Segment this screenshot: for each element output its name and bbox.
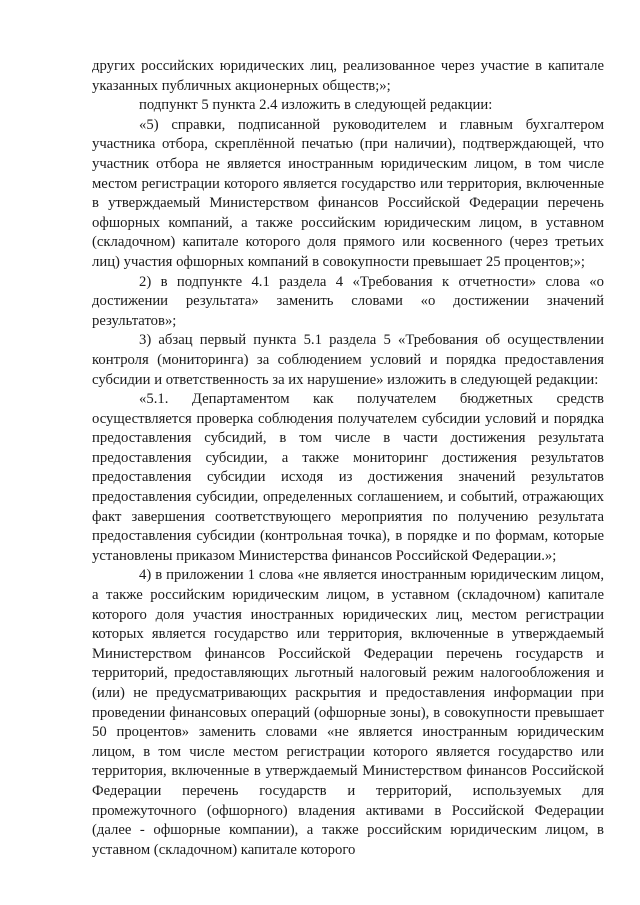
paragraph-6: «5.1. Департаментом как получателем бюджетных средств осуществляется проверка соблюдения получателем субсидии условий и порядка предоставления субсидий, в том числе в части достижения результата предоставления субсидии, а также мониторинг достижения результатов предоставления субсидии исходя из достижения значений результатов предоставления субсидии, определенных соглашением, и событий, отражающих факт завершения соответствующего мероприятия по получению результата предоставления субсидии (контрольная точка), в порядке и по формам, которые установлены приказом Министерства финансов Российской Федерации.»; [92,391,604,564]
paragraph-2: подпункт 5 пункта 2.4 изложить в следующей редакции: [139,97,493,114]
document-page [92,57,604,860]
paragraph-7: 4) в приложении 1 слова «не является иностранным юридическим лицом, а также российским юридическим лицом, в уставном (складочном) капитале которого доля участия иностранных юридических лиц, местом регистрации которых является государство или территория, включенные в утверждаемый Министерством финансов Российской Федерации перечень государств и территорий, предоставляющих льготный налоговый режим налогообложения и (или) не предусматривающих раскрытия и предоставления информации при проведении финансовых операций (офшорные зоны), в совокупности превышает 50 процентов» заменить словами «не является иностранным юридическим лицом, в том числе местом регистрации которого является государство или территория, включенные в утверждаемый Министерством финансов Российской Федерации перечень государств и территорий, используемых для промежуточного (офшорного) владения активами в Российской Федерации (далее - офшорные компании), а также российским юридическим лицом, в уставном (складочном) капитале которого [92,567,604,858]
paragraph-4: 2) в подпункте 4.1 раздела 4 «Требования к отчетности» слова «о достижении результата» заменить словами «о достижении значений результатов»; [92,273,604,329]
paragraph-1: других российских юридических лиц, реализованное через участие в капитале указанных публичных акционерных обществ;»; [92,58,604,94]
paragraph-3: «5) справки, подписанной руководителем и главным бухгалтером участника отбора, скреплённой печатью (при наличии), подтверждающей, что участник отбора не является иностранным юридическим лицом, в том числе местом регистрации которого является государство или территория, включенные в утверждаемый Министерством финансов Российской Федерации перечень офшорных компаний, а также российским юридическим лицом, в уставном (складочном) капитале которого доля прямого или косвенного (через третьих лиц) участия офшорных компаний в совокупности превышает 25 процентов;»; [92,116,604,270]
paragraph-5: 3) абзац первый пункта 5.1 раздела 5 «Требования об осуществлении контроля (мониторинга) за соблюдением условий и порядка предоставления субсидии и ответственность за их нарушение» изложить в следующей редакции: [92,332,604,388]
